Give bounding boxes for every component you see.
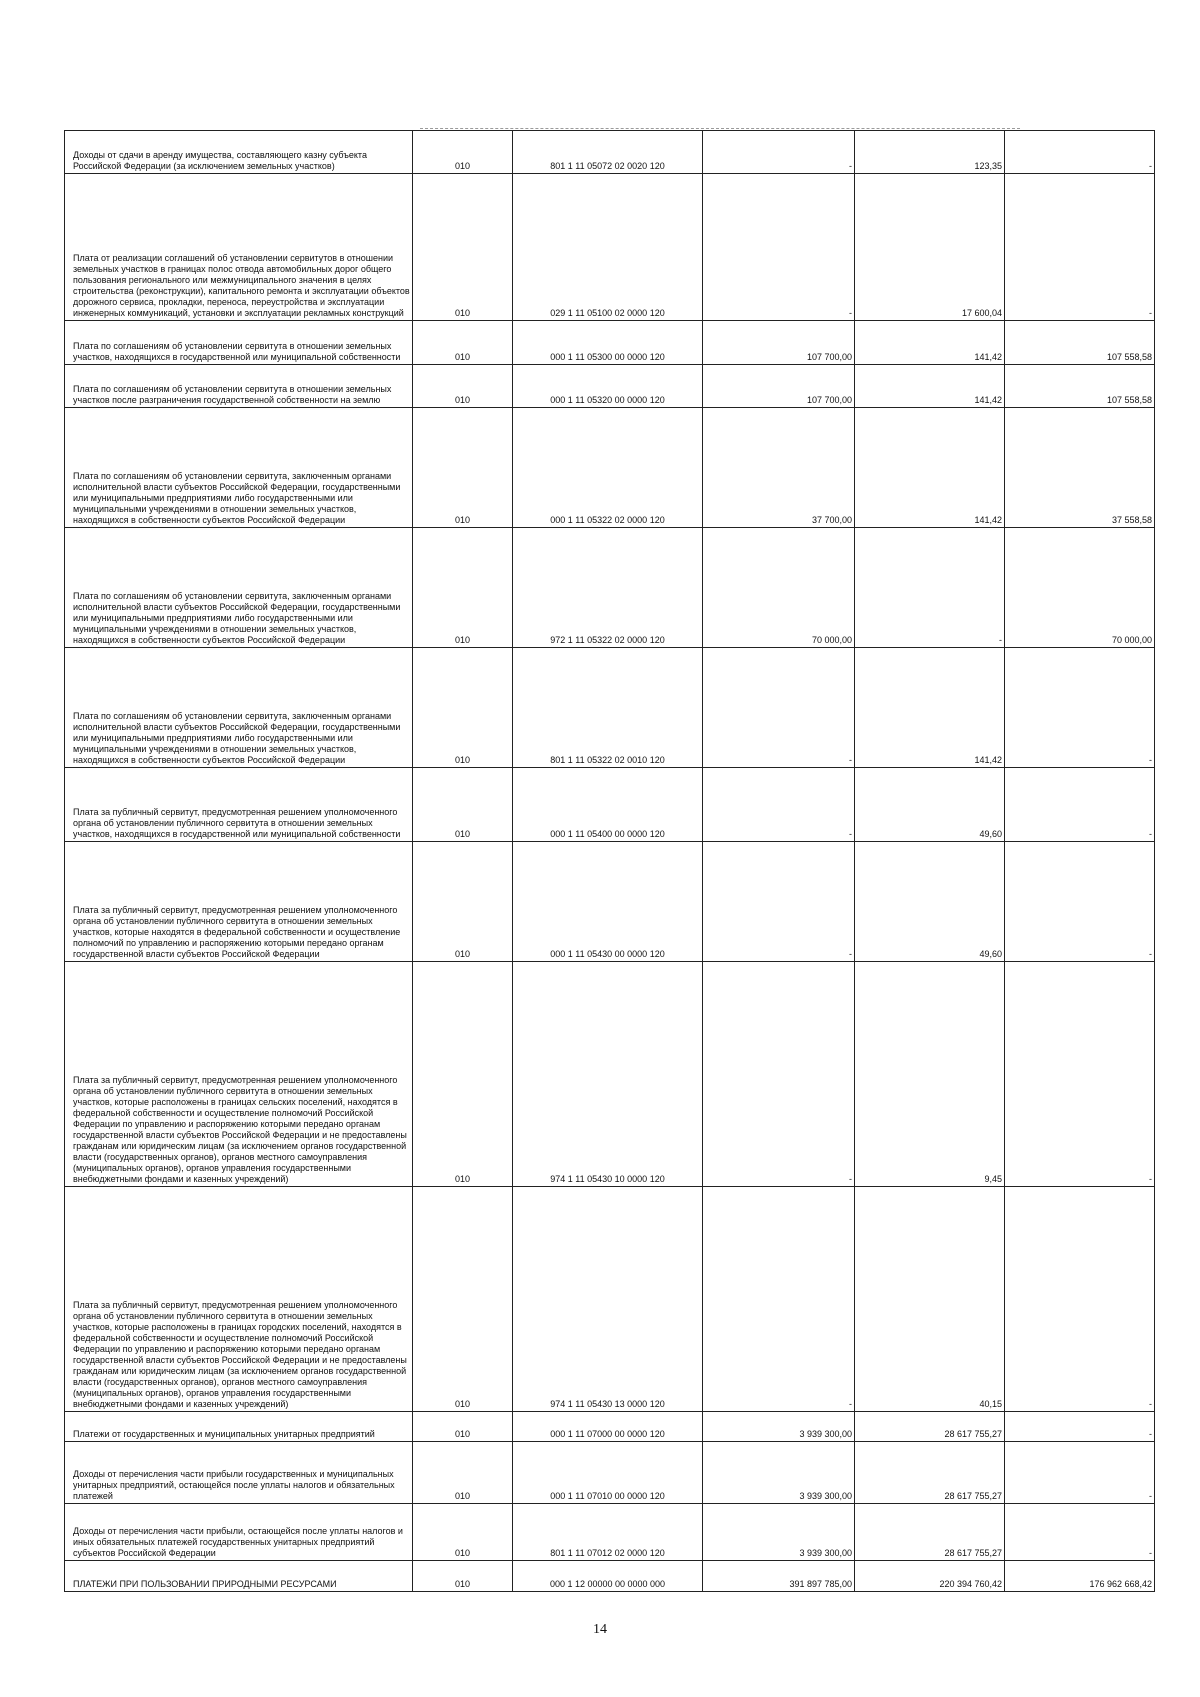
table-row xyxy=(65,408,1155,528)
row-unexecuted: - xyxy=(1005,131,1155,174)
table-row xyxy=(65,648,1155,768)
row-budget-code: 801 1 11 05072 02 0020 120 xyxy=(513,131,703,174)
row-name: Доходы от перечисления части прибыли, остающейся после уплаты налогов и иных обязательных платежей государственных унитарных предприятий субъектов Российской Федерации xyxy=(73,1526,403,1558)
row-budget-code: 000 1 11 05400 00 0000 120 xyxy=(513,768,703,842)
row-line-code: 010 xyxy=(413,174,513,321)
row-unexecuted: - xyxy=(1005,962,1155,1187)
row-line-code: 010 xyxy=(413,1561,513,1592)
row-approved: - xyxy=(703,1187,855,1412)
row-name-cell xyxy=(65,1561,413,1592)
row-unexecuted: - xyxy=(1005,1442,1155,1504)
row-unexecuted: - xyxy=(1005,842,1155,962)
row-name: Плата за публичный сервитут, предусмотренная решением уполномоченного органа об установлении публичного сервитута в отношении земельных участков, которые расположены в границах городских поселений, находятся в федеральной собственности и осуществление полномочий Российской Федерации по управлению и распоряжению которыми передано органам государственной власти субъектов Российской Федерации и не предоставлены гражданам или юридическим лицам (за исключением органов государственной власти (государственных органов), органов местного самоуправления (муниципальных органов), органов управления государственными внебюджетными фондами и казенных учреждений) xyxy=(73,1300,407,1409)
row-name-cell xyxy=(65,174,413,321)
row-unexecuted: - xyxy=(1005,768,1155,842)
row-approved: 37 700,00 xyxy=(703,408,855,528)
row-executed: 28 617 755,27 xyxy=(855,1442,1005,1504)
row-name-cell xyxy=(65,408,413,528)
row-unexecuted: 107 558,58 xyxy=(1005,321,1155,365)
table-row xyxy=(65,962,1155,1187)
row-name-cell xyxy=(65,131,413,174)
row-line-code: 010 xyxy=(413,131,513,174)
row-executed: 28 617 755,27 xyxy=(855,1412,1005,1442)
row-approved: 3 939 300,00 xyxy=(703,1412,855,1442)
row-approved: - xyxy=(703,962,855,1187)
row-budget-code: 000 1 11 05430 00 0000 120 xyxy=(513,842,703,962)
page-number: 14 xyxy=(593,1622,607,1637)
row-budget-code: 000 1 11 07000 00 0000 120 xyxy=(513,1412,703,1442)
row-executed: - xyxy=(855,528,1005,648)
row-name: Плата по соглашениям об установлении сервитута в отношении земельных участков после разграничения государственной собственности на землю xyxy=(73,384,392,405)
row-budget-code: 801 1 11 05322 02 0010 120 xyxy=(513,648,703,768)
row-executed: 49,60 xyxy=(855,768,1005,842)
row-line-code: 010 xyxy=(413,648,513,768)
row-unexecuted: 70 000,00 xyxy=(1005,528,1155,648)
row-unexecuted: - xyxy=(1005,174,1155,321)
row-name: Плата за публичный сервитут, предусмотренная решением уполномоченного органа об установлении публичного сервитута в отношении земельных участков, находящихся в государственной или муниципальной собственности xyxy=(73,807,401,839)
row-name: Плата за публичный сервитут, предусмотренная решением уполномоченного органа об установлении публичного сервитута в отношении земельных участков, которые расположены в границах сельских поселений, находятся в федеральной собственности и осуществление полномочий Российской Федерации по управлению и распоряжению которыми передано органам государственной власти субъектов Российской Федерации и не предоставлены гражданам или юридическим лицам (за исключением органов государственной власти (государственных органов), органов местного самоуправления (муниципальных органов), органов управления государственными внебюджетными фондами и казенных учреждений) xyxy=(73,1075,407,1184)
row-line-code: 010 xyxy=(413,768,513,842)
row-name: Доходы от сдачи в аренду имущества, составляющего казну субъекта Российской Федерации (за исключением земельных участков) xyxy=(73,150,367,171)
row-line-code: 010 xyxy=(413,962,513,1187)
row-executed: 141,42 xyxy=(855,365,1005,408)
table-row xyxy=(65,1412,1155,1442)
row-line-code: 010 xyxy=(413,365,513,408)
row-budget-code: 972 1 11 05322 02 0000 120 xyxy=(513,528,703,648)
row-executed: 28 617 755,27 xyxy=(855,1504,1005,1561)
table-row xyxy=(65,528,1155,648)
table-row xyxy=(65,1442,1155,1504)
table-row xyxy=(65,1504,1155,1561)
row-executed: 141,42 xyxy=(855,321,1005,365)
row-budget-code: 974 1 11 05430 10 0000 120 xyxy=(513,962,703,1187)
row-line-code: 010 xyxy=(413,1187,513,1412)
row-name: Плата по соглашениям об установлении сервитута, заключенным органами исполнительной власти субъектов Российской Федерации, государственными или муниципальными предприятиями либо государственными или муниципальными учреждениями в отношении земельных участков, находящихся в собственности субъектов Российской Федерации xyxy=(73,591,401,645)
row-name-cell xyxy=(65,842,413,962)
row-budget-code: 000 1 11 05300 00 0000 120 xyxy=(513,321,703,365)
row-unexecuted: 176 962 668,42 xyxy=(1005,1561,1155,1592)
table-row xyxy=(65,131,1155,174)
table-row xyxy=(65,768,1155,842)
row-approved: - xyxy=(703,842,855,962)
table-row xyxy=(65,321,1155,365)
row-name-cell xyxy=(65,528,413,648)
row-name-cell xyxy=(65,1504,413,1561)
row-unexecuted: - xyxy=(1005,648,1155,768)
row-name-cell xyxy=(65,1412,413,1442)
row-name: ПЛАТЕЖИ ПРИ ПОЛЬЗОВАНИИ ПРИРОДНЫМИ РЕСУРСАМИ xyxy=(73,1579,337,1589)
row-line-code: 010 xyxy=(413,842,513,962)
row-budget-code: 974 1 11 05430 13 0000 120 xyxy=(513,1187,703,1412)
row-name: Плата по соглашениям об установлении сервитута, заключенным органами исполнительной власти субъектов Российской Федерации, государственными или муниципальными предприятиями либо государственными или муниципальными учреждениями в отношении земельных участков, находящихся в собственности субъектов Российской Федерации xyxy=(73,471,401,525)
row-unexecuted: - xyxy=(1005,1187,1155,1412)
row-name: Платежи от государственных и муниципальных унитарных предприятий xyxy=(73,1429,375,1439)
row-executed: 141,42 xyxy=(855,648,1005,768)
row-approved: 3 939 300,00 xyxy=(703,1504,855,1561)
row-approved: - xyxy=(703,768,855,842)
row-line-code: 010 xyxy=(413,321,513,365)
row-name: Доходы от перечисления части прибыли государственных и муниципальных унитарных предприятий, остающейся после уплаты налогов и обязательных платежей xyxy=(73,1469,395,1501)
row-name: Плата от реализации соглашений об установлении сервитутов в отношении земельных участков в границах полос отвода автомобильных дорог общего пользования регионального или межмуниципального значения в целях строительства (реконструкции), капитального ремонта и эксплуатации объектов дорожного сервиса, прокладки, переноса, переустройства и эксплуатации инженерных коммуникаций, установки и эксплуатации рекламных конструкций xyxy=(73,253,410,318)
row-executed: 220 394 760,42 xyxy=(855,1561,1005,1592)
row-line-code: 010 xyxy=(413,408,513,528)
row-budget-code: 801 1 11 07012 02 0000 120 xyxy=(513,1504,703,1561)
row-approved: 70 000,00 xyxy=(703,528,855,648)
row-executed: 40,15 xyxy=(855,1187,1005,1412)
row-unexecuted: - xyxy=(1005,1412,1155,1442)
row-budget-code: 000 1 12 00000 00 0000 000 xyxy=(513,1561,703,1592)
row-approved: - xyxy=(703,648,855,768)
row-executed: 9,45 xyxy=(855,962,1005,1187)
row-name: Плата за публичный сервитут, предусмотренная решением уполномоченного органа об установлении публичного сервитута в отношении земельных участков, которые находятся в федеральной собственности и осуществление полномочий по управлению и распоряжению которыми передано органам государственной власти субъектов Российской Федерации xyxy=(73,905,401,959)
table-row xyxy=(65,365,1155,408)
row-name: Плата по соглашениям об установлении сервитута в отношении земельных участков, находящихся в государственной или муниципальной собственности xyxy=(73,341,401,362)
row-approved: 107 700,00 xyxy=(703,321,855,365)
row-line-code: 010 xyxy=(413,528,513,648)
row-approved: 391 897 785,00 xyxy=(703,1561,855,1592)
row-budget-code: 000 1 11 05320 00 0000 120 xyxy=(513,365,703,408)
row-name-cell xyxy=(65,648,413,768)
row-line-code: 010 xyxy=(413,1504,513,1561)
row-name-cell xyxy=(65,1442,413,1504)
table-row xyxy=(65,1187,1155,1412)
row-executed: 141,42 xyxy=(855,408,1005,528)
row-budget-code: 000 1 11 05322 02 0000 120 xyxy=(513,408,703,528)
table-row xyxy=(65,842,1155,962)
row-name-cell xyxy=(65,768,413,842)
row-name-cell xyxy=(65,365,413,408)
table-body xyxy=(65,131,1155,1592)
row-name-cell xyxy=(65,1187,413,1412)
row-approved: - xyxy=(703,131,855,174)
row-unexecuted: 107 558,58 xyxy=(1005,365,1155,408)
row-executed: 49,60 xyxy=(855,842,1005,962)
row-approved: 107 700,00 xyxy=(703,365,855,408)
row-name-cell xyxy=(65,321,413,365)
revenue-execution-table xyxy=(64,130,1155,1592)
table-row xyxy=(65,1561,1155,1592)
row-unexecuted: 37 558,58 xyxy=(1005,408,1155,528)
row-budget-code: 000 1 11 07010 00 0000 120 xyxy=(513,1442,703,1504)
row-name: Плата по соглашениям об установлении сервитута, заключенным органами исполнительной власти субъектов Российской Федерации, государственными или муниципальными предприятиями либо государственными или муниципальными учреждениями в отношении земельных участков, находящихся в собственности субъектов Российской Федерации xyxy=(73,711,401,765)
row-line-code: 010 xyxy=(413,1412,513,1442)
row-line-code: 010 xyxy=(413,1442,513,1504)
table-row xyxy=(65,174,1155,321)
row-approved: - xyxy=(703,174,855,321)
row-budget-code: 029 1 11 05100 02 0000 120 xyxy=(513,174,703,321)
row-executed: 17 600,04 xyxy=(855,174,1005,321)
top-scan-rule xyxy=(420,128,1020,129)
row-executed: 123,35 xyxy=(855,131,1005,174)
row-unexecuted: - xyxy=(1005,1504,1155,1561)
row-approved: 3 939 300,00 xyxy=(703,1442,855,1504)
row-name-cell xyxy=(65,962,413,1187)
